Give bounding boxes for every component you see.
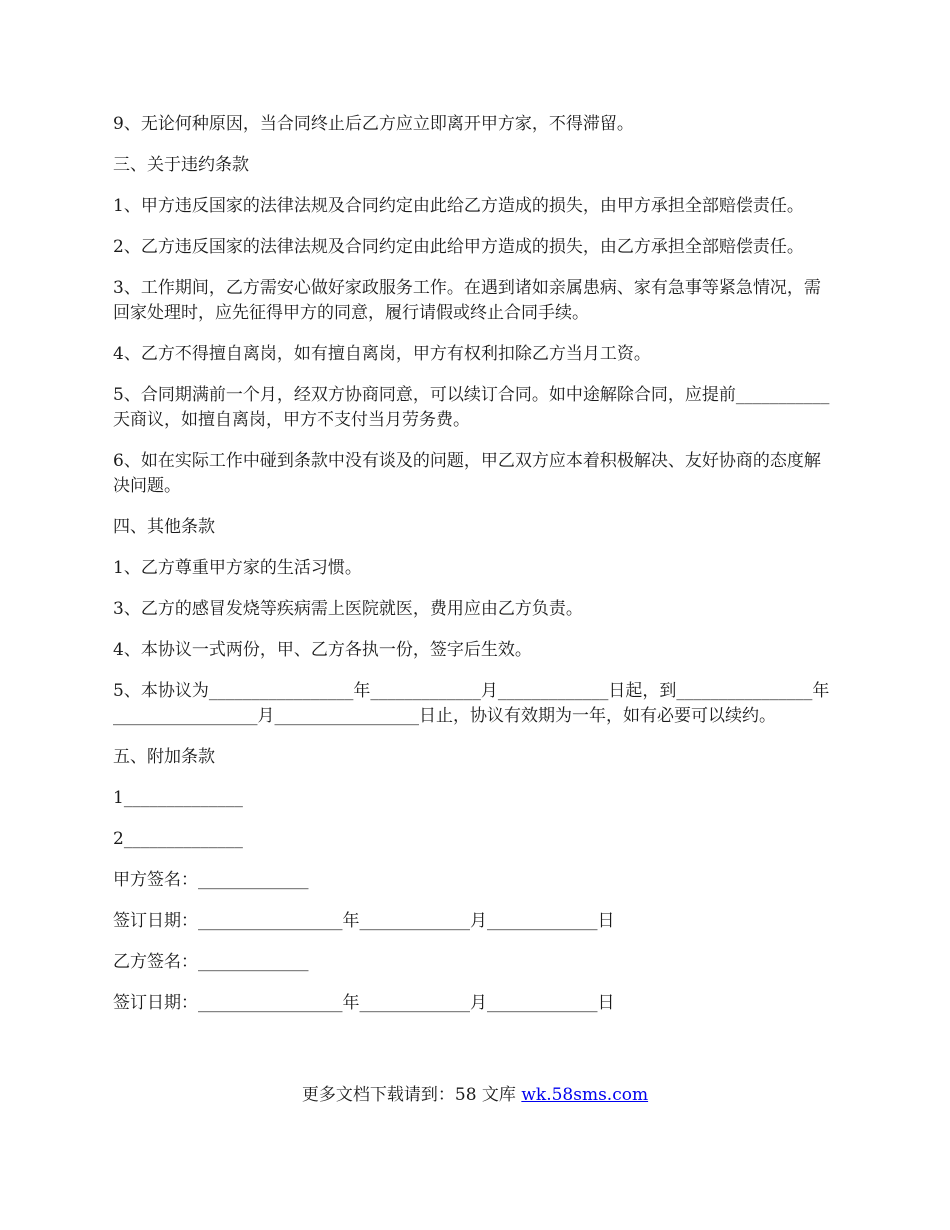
paragraph-clause-9: 9、无论何种原因，当合同终止后乙方应立即离开甲方家，不得滞留。: [113, 114, 634, 134]
paragraph-breach-2: 2、乙方违反国家的法律法规及合同约定由此给甲方造成的损失，由乙方承担全部赔偿责任。: [113, 237, 804, 257]
paragraph-other-3: 3、乙方的感冒发烧等疾病需上医院就医，费用应由乙方负责。: [113, 599, 583, 619]
paragraph-breach-6: 6、如在实际工作中碰到条款中没有谈及的问题，甲乙双方应本着积极解决、友好协商的态度解决问题。: [113, 451, 821, 496]
party-b-signature-line: 乙方签名：_____________: [113, 952, 309, 972]
paragraph-breach-4: 4、乙方不得擅自离岗，如有擅自离岗，甲方有权利扣除乙方当月工资。: [113, 344, 651, 364]
paragraph-other-1: 1、乙方尊重甲方家的生活习惯。: [113, 558, 362, 578]
party-a-date-line: 签订日期：_________________年_____________月_____________日: [113, 911, 615, 931]
party-b-date-line: 签订日期：_________________年_____________月_____________日: [113, 993, 615, 1013]
paragraph-breach-1: 1、甲方违反国家的法律法规及合同约定由此给乙方造成的损失，由甲方承担全部赔偿责任。: [113, 196, 804, 216]
section-heading-breach: 三、关于违约条款: [113, 155, 249, 175]
section-heading-other: 四、其他条款: [113, 517, 215, 537]
footer: [0, 1083, 950, 1108]
additional-clause-1: 1______________: [113, 788, 243, 808]
footer-link[interactable]: wk.58sms.com: [521, 1085, 649, 1105]
party-a-signature-line: 甲方签名：_____________: [113, 870, 309, 890]
paragraph-other-5: 5、本协议为_________________年_____________月_____________日起，到________________年_________________月_________________日止，协议有效期为一年，如有必要可以续约。: [113, 681, 830, 726]
document-body: [113, 112, 835, 1032]
paragraph-breach-3: 3、工作期间，乙方需安心做好家政服务工作。在遇到诸如亲属患病、家有急事等紧急情况，需回家处理时，应先征得甲方的同意，履行请假或终止合同手续。: [113, 278, 821, 323]
paragraph-breach-5: 5、合同期满前一个月，经双方协商同意，可以续订合同。如中途解除合同，应提前___________天商议，如擅自离岗，甲方不支付当月劳务费。: [113, 385, 830, 430]
footer-text: 更多文档下载请到：58 文库: [301, 1085, 522, 1105]
section-heading-additional: 五、附加条款: [113, 747, 215, 767]
additional-clause-2: 2______________: [113, 829, 243, 849]
paragraph-other-4: 4、本协议一式两份，甲、乙方各执一份，签字后生效。: [113, 640, 532, 660]
